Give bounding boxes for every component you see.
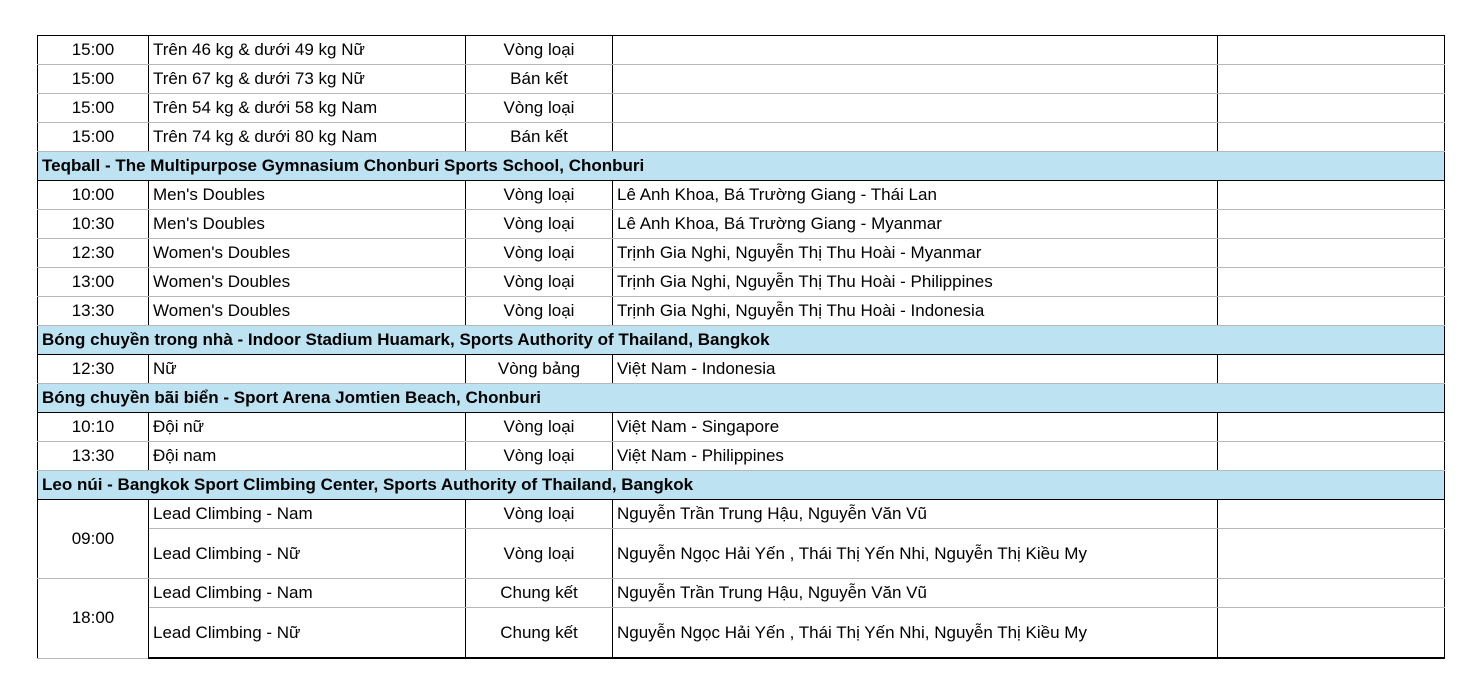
- empty-cell: [1218, 268, 1445, 297]
- time-cell: 10:30: [38, 210, 149, 239]
- time-cell: 13:00: [38, 268, 149, 297]
- athletes-cell: Nguyễn Ngọc Hải Yến , Thái Thị Yến Nhi, Nguyễn Thị Kiều My: [613, 529, 1218, 579]
- event-cell: Trên 74 kg & dưới 80 kg Nam: [149, 123, 466, 152]
- event-cell: Đội nữ: [149, 413, 466, 442]
- table-row: [38, 123, 1445, 152]
- event-cell: Nữ: [149, 355, 466, 384]
- event-cell: Đội nam: [149, 442, 466, 471]
- round-cell: Vòng loại: [466, 442, 613, 471]
- empty-cell: [1218, 36, 1445, 65]
- event-cell: Men's Doubles: [149, 181, 466, 210]
- empty-cell: [1218, 65, 1445, 94]
- athletes-cell: [613, 65, 1218, 94]
- table-row: [38, 608, 1445, 659]
- section-header-beach-volleyball: [38, 384, 1445, 413]
- empty-cell: [1218, 500, 1445, 529]
- round-cell: Bán kết: [466, 65, 613, 94]
- table-row: [38, 36, 1445, 65]
- time-cell: 13:30: [38, 442, 149, 471]
- table-row: [38, 210, 1445, 239]
- section-header-climbing: [38, 471, 1445, 500]
- empty-cell: [1218, 355, 1445, 384]
- round-cell: Chung kết: [466, 608, 613, 659]
- section-title: Leo núi - Bangkok Sport Climbing Center, Sports Authority of Thailand, Bangkok: [38, 471, 1445, 500]
- table-row: [38, 94, 1445, 123]
- time-cell: 13:30: [38, 297, 149, 326]
- table-row: [38, 529, 1445, 579]
- table-row: [38, 355, 1445, 384]
- empty-cell: [1218, 210, 1445, 239]
- time-cell: 15:00: [38, 36, 149, 65]
- empty-cell: [1218, 297, 1445, 326]
- round-cell: Bán kết: [466, 123, 613, 152]
- time-cell: 09:00: [38, 500, 149, 579]
- section-title: Bóng chuyền trong nhà - Indoor Stadium Huamark, Sports Authority of Thailand, Bangkok: [38, 326, 1445, 355]
- athletes-cell: Nguyễn Ngọc Hải Yến , Thái Thị Yến Nhi, Nguyễn Thị Kiều My: [613, 608, 1218, 659]
- round-cell: Vòng loại: [466, 297, 613, 326]
- table-row: [38, 268, 1445, 297]
- event-cell: Women's Doubles: [149, 297, 466, 326]
- athletes-cell: Nguyễn Trần Trung Hậu, Nguyễn Văn Vũ: [613, 500, 1218, 529]
- empty-cell: [1218, 123, 1445, 152]
- table-row: [38, 239, 1445, 268]
- empty-cell: [1218, 529, 1445, 579]
- empty-cell: [1218, 608, 1445, 659]
- event-cell: Men's Doubles: [149, 210, 466, 239]
- table-row: [38, 65, 1445, 94]
- athletes-cell: Việt Nam - Singapore: [613, 413, 1218, 442]
- time-cell: 10:00: [38, 181, 149, 210]
- athletes-cell: Việt Nam - Philippines: [613, 442, 1218, 471]
- event-cell: Trên 46 kg & dưới 49 kg Nữ: [149, 36, 466, 65]
- athletes-cell: Lê Anh Khoa, Bá Trường Giang - Myanmar: [613, 210, 1218, 239]
- section-title: Bóng chuyền bãi biển - Sport Arena Jomtien Beach, Chonburi: [38, 384, 1445, 413]
- round-cell: Vòng loại: [466, 413, 613, 442]
- section-header-teqball: [38, 152, 1445, 181]
- event-cell: Trên 54 kg & dưới 58 kg Nam: [149, 94, 466, 123]
- event-cell: Trên 67 kg & dưới 73 kg Nữ: [149, 65, 466, 94]
- empty-cell: [1218, 239, 1445, 268]
- empty-cell: [1218, 94, 1445, 123]
- time-cell: 10:10: [38, 413, 149, 442]
- round-cell: Vòng loại: [466, 239, 613, 268]
- table-row: [38, 500, 1445, 529]
- time-cell: 15:00: [38, 94, 149, 123]
- event-cell: Lead Climbing - Nữ: [149, 608, 466, 659]
- empty-cell: [1218, 413, 1445, 442]
- section-title: Teqball - The Multipurpose Gymnasium Chonburi Sports School, Chonburi: [38, 152, 1445, 181]
- round-cell: Vòng loại: [466, 268, 613, 297]
- section-header-indoor-volleyball: [38, 326, 1445, 355]
- round-cell: Vòng bảng: [466, 355, 613, 384]
- event-cell: Lead Climbing - Nam: [149, 579, 466, 608]
- event-cell: Lead Climbing - Nữ: [149, 529, 466, 579]
- athletes-cell: [613, 36, 1218, 65]
- round-cell: Chung kết: [466, 579, 613, 608]
- athletes-cell: [613, 94, 1218, 123]
- athletes-cell: [613, 123, 1218, 152]
- table-row: [38, 413, 1445, 442]
- event-cell: Lead Climbing - Nam: [149, 500, 466, 529]
- empty-cell: [1218, 579, 1445, 608]
- athletes-cell: Lê Anh Khoa, Bá Trường Giang - Thái Lan: [613, 181, 1218, 210]
- round-cell: Vòng loại: [466, 36, 613, 65]
- time-cell: 12:30: [38, 239, 149, 268]
- round-cell: Vòng loại: [466, 210, 613, 239]
- time-cell: 18:00: [38, 579, 149, 659]
- schedule-table: [37, 35, 1445, 659]
- event-cell: Women's Doubles: [149, 268, 466, 297]
- table-row: [38, 442, 1445, 471]
- time-cell: 12:30: [38, 355, 149, 384]
- round-cell: Vòng loại: [466, 181, 613, 210]
- athletes-cell: Trịnh Gia Nghi, Nguyễn Thị Thu Hoài - Philippines: [613, 268, 1218, 297]
- event-cell: Women's Doubles: [149, 239, 466, 268]
- table-row: [38, 297, 1445, 326]
- athletes-cell: Việt Nam - Indonesia: [613, 355, 1218, 384]
- athletes-cell: Trịnh Gia Nghi, Nguyễn Thị Thu Hoài - Indonesia: [613, 297, 1218, 326]
- round-cell: Vòng loại: [466, 500, 613, 529]
- table-row: [38, 579, 1445, 608]
- table-row: [38, 181, 1445, 210]
- empty-cell: [1218, 442, 1445, 471]
- athletes-cell: Trịnh Gia Nghi, Nguyễn Thị Thu Hoài - Myanmar: [613, 239, 1218, 268]
- round-cell: Vòng loại: [466, 529, 613, 579]
- round-cell: Vòng loại: [466, 94, 613, 123]
- time-cell: 15:00: [38, 65, 149, 94]
- athletes-cell: Nguyễn Trần Trung Hậu, Nguyễn Văn Vũ: [613, 579, 1218, 608]
- empty-cell: [1218, 181, 1445, 210]
- time-cell: 15:00: [38, 123, 149, 152]
